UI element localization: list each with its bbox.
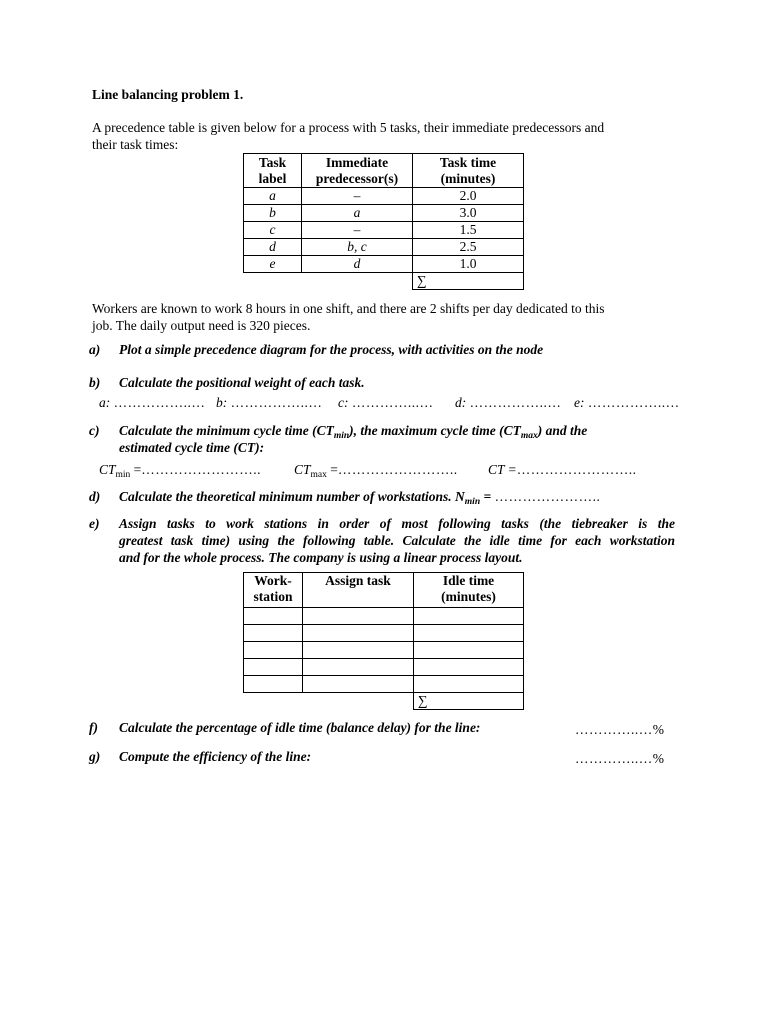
sum-cell: ∑ [414,693,524,710]
page-title: Line balancing problem 1. [92,87,244,102]
idle-cell[interactable] [414,608,524,625]
blank-e[interactable]: e: ……………..… [574,395,680,410]
header-predecessors: Immediate predecessor(s) [302,154,413,188]
question-g-text: Compute the efficiency of the line: [119,749,312,764]
question-c-line2: estimated cycle time (CT): [119,440,265,455]
task-cell: b [244,205,302,222]
table-row [244,256,524,273]
workstation-cell[interactable] [244,676,303,693]
question-e-line3: and for the whole process. The company is using a linear process layout. [119,550,523,565]
assign-cell[interactable] [303,608,414,625]
workers-line-2: job. The daily output need is 320 pieces. [92,318,311,333]
table-row [244,642,524,659]
table-row [244,205,524,222]
question-f-text: Calculate the percentage of idle time (balance delay) for the line: [119,720,481,735]
question-b-text: Calculate the positional weight of each task. [119,375,365,390]
time-cell: 3.0 [413,205,524,222]
header-task-time: Task time (minutes) [413,154,524,188]
question-d-text[interactable]: Calculate the theoretical minimum number of workstations. $N_{min}$ = ………………….. [119,489,601,507]
question-e-label: e) [89,516,100,531]
task-cell: a [244,188,302,205]
question-b-label: b) [89,375,101,390]
question-e-line2: greatest task time) using the following table. Calculate the idle time for each workstation [119,533,675,548]
table-row [244,608,524,625]
workers-line-1: Workers are known to work 8 hours in one shift, and there are 2 shifts per day dedicated to this [92,301,605,316]
workstation-cell[interactable] [244,608,303,625]
sum-row [244,273,524,290]
assign-cell[interactable] [303,659,414,676]
workstation-table-header [244,573,524,608]
workstation-cell[interactable] [244,625,303,642]
blank-a[interactable]: a: ……………..… [99,395,206,410]
sum-row [244,693,524,710]
idle-cell[interactable] [414,659,524,676]
assign-cell[interactable] [303,625,414,642]
intro-line-2: their task times: [92,137,179,152]
blank-d[interactable]: d: ……………..… [455,395,562,410]
ct-blank[interactable]: CT =…………………….. [488,462,637,477]
header-task-label: Task label [244,154,302,188]
table-row [244,222,524,239]
idle-cell[interactable] [414,625,524,642]
header-workstation: Work- station [244,573,303,608]
balance-delay-blank[interactable]: …………..…% [575,722,664,737]
table-row [244,625,524,642]
task-cell: e [244,256,302,273]
assign-cell[interactable] [303,642,414,659]
pred-cell: d [302,256,413,273]
efficiency-blank[interactable]: …………..…% [575,751,664,766]
table-row [244,188,524,205]
idle-cell[interactable] [414,642,524,659]
workstation-cell[interactable] [244,642,303,659]
blank-b[interactable]: b: ……………..… [216,395,323,410]
question-c-label: c) [89,423,100,438]
precedence-table-header [244,154,524,188]
table-row [244,239,524,256]
task-cell: d [244,239,302,256]
idle-cell[interactable] [414,676,524,693]
assign-cell[interactable] [303,676,414,693]
intro-line-1: A precedence table is given below for a process with 5 tasks, their immediate predecessors and [92,120,605,135]
workstation-cell[interactable] [244,659,303,676]
workstation-table [243,572,524,710]
question-g-label: g) [89,749,101,764]
sum-cell: ∑ [413,273,524,290]
table-row [244,676,524,693]
question-d-label: d) [89,489,101,504]
header-assign-task: Assign task [303,573,414,608]
question-c-text: Calculate the minimum cycle time $(CT_{min})$, the maximum cycle time $(CT_{max})$ and the [119,423,588,441]
pred-cell: a [302,205,413,222]
question-a-text: Plot a simple precedence diagram for the process, with activities on the node [119,342,544,357]
time-cell: 1.5 [413,222,524,239]
question-f-label: f) [89,720,98,735]
time-cell: 2.5 [413,239,524,256]
question-e-line1: Assign tasks to work stations in order of most following tasks (the tiebreaker is the [119,516,675,531]
ctmin-blank[interactable]: $CT_{min}$ =…………………….. [99,462,262,480]
pred-cell: – [302,188,413,205]
table-row [244,659,524,676]
task-cell: c [244,222,302,239]
pred-cell: b, c [302,239,413,256]
precedence-table [243,153,524,290]
time-cell: 1.0 [413,256,524,273]
question-a-label: a) [89,342,101,357]
header-idle-time: Idle time (minutes) [414,573,524,608]
pred-cell: – [302,222,413,239]
time-cell: 2.0 [413,188,524,205]
ctmax-blank[interactable]: $CT_{max}$ =…………………….. [294,462,458,480]
blank-c[interactable]: c: …………...… [338,395,434,410]
